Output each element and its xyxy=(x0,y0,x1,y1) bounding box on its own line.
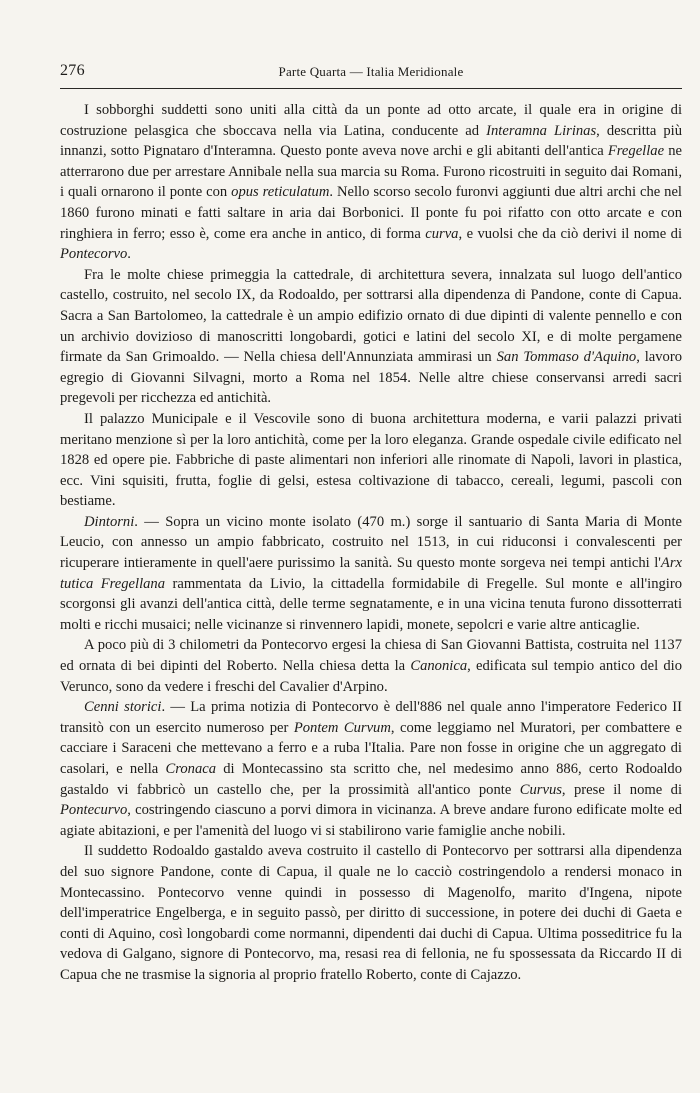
paragraph-cenni-storici xyxy=(60,697,682,841)
italic-term: Cronaca xyxy=(165,761,217,777)
text-run: , e vuolsi che da ciò derivi il nome di xyxy=(458,225,683,242)
italic-term: Dintorni xyxy=(84,513,135,530)
italic-term: Pontem Curvum xyxy=(293,719,391,736)
italic-term: Canonica xyxy=(410,658,468,675)
text-run: . — Sopra un vicino monte isolato (470 m.) sorge il santuario di Santa Maria di Monte Leucio, con annesso un ampio fabbricato, costruito nel 1513, in cui riduconsi i convalescenti per ricuperare intieramente in quell'aere purissimo la sanità. Su questo monte sorgeva nei tempi antichi l' xyxy=(60,513,682,572)
text-run: , descritta più innanzi, sotto Pignataro d'Interamna. Questo ponte aveva nove archi e gli abitanti dell'antica xyxy=(60,122,682,160)
text-run: , come leggiamo nel Muratori, per combattere e cacciare i Saraceni che mettevano a ferro e a ruba l'Italia. Pare non fosse in origine che un aggregato di casolari, e nella xyxy=(60,719,682,777)
page-header xyxy=(60,60,682,86)
running-title: Parte Quarta — Italia Meridionale xyxy=(278,64,464,79)
text-run: , prese il nome di xyxy=(561,781,682,798)
header-rule xyxy=(60,88,682,89)
paragraph-rodoaldo xyxy=(60,841,682,985)
paragraph-bridge xyxy=(60,100,682,265)
paragraph-dintorni xyxy=(60,512,682,636)
text-run: , lavoro egregio di Giovanni Silvagni, morto a Roma nel 1854. Nelle altre chiese conservansi arredi sacri pregevoli per ricchezza ed antichità. xyxy=(60,349,682,407)
text-run: . Nello scorso secolo furonvi aggiunti due altri archi che nel 1860 furono minati e fatti saltare in aria dai Borbonici. Il ponte fu poi rifatto con otto arcate e con ringhiera in ferro; esso è, come era anche in antico, di forma xyxy=(60,184,682,242)
text-run: . xyxy=(127,246,131,263)
italic-term: Curvus xyxy=(519,781,562,798)
italic-term: Cenni storici xyxy=(84,699,162,716)
body-text xyxy=(60,100,682,986)
paragraph-churches xyxy=(60,265,682,409)
text-run: . — La prima notizia di Pontecorvo è dell'886 nel quale anno l'imperatore Federico II transitò con un esercito numeroso per xyxy=(60,699,682,736)
text-run: I sobborghi suddetti sono uniti alla città da un ponte ad otto arcate, il quale era in origine di costruzione pelasgica che sboccava nella via Latina, conducente ad xyxy=(60,102,682,139)
text-run: Fra le molte chiese primeggia la cattedrale, di architettura severa, innalzata sul luogo dell'antico castello, costruito, nel secolo IX, da Rodoaldo, per sottrarsi alla dipendenza di Pandone, conte di Capua. Sacra a San Bartolomeo, la cattedrale è un ampio edifizio ornato di due dipinti di valente pennello e con un archivio dovizioso di manoscritti longobardi, gotici e latini del secolo XI, e di molte pergamene firmate da San Grimoaldo. — Nella chiesa dell'Annunziata ammirasi un xyxy=(60,266,682,366)
text-run: Il suddetto Rodoaldo gastaldo aveva costruito il castello di Pontecorvo per sottrarsi alla dipendenza del suo signore Pandone, conte di Capua, il quale ne lo cacciò costringendolo a rendersi monaco in Montecassino. Pontecorvo venne quindi in possesso di Magenolfo, marito d'Ingena, nipote dell'imperatrice Engelberga, e in seguito passò, per diritto di successione, in potere dei duchi di Gaeta e conti di Aquino, così longobardi come normanni, dipendenti dai duchi di Capua. Ultima posseditrice fu la vedova di Galgano, signore di Pontecorvo, ma, resasi rea di fellonia, ne fu spossessata da Riccardo II di Capua che ne trasmise la signoria al proprio fratello Roberto, conte di Cajazzo. xyxy=(60,843,682,983)
text-run: A poco più di 3 chilometri da Pontecorvo ergesi la chiesa di San Giovanni Battista, costruita nel 1137 ed ornata di bei dipinti del Roberto. Nella chiesa detta la xyxy=(60,637,682,675)
text-run: , costringendo ciascuno a porvi dimora in vicinanza. A breve andare furono edificate molte ed agiate abitazioni, e per l'amenità del luogo vi si stabilirono varie famiglie anche nobili. xyxy=(60,802,682,839)
paragraph-san-giovanni xyxy=(60,635,682,697)
italic-term: curva xyxy=(425,225,459,242)
italic-term: San Tommaso d'Aquino xyxy=(496,349,637,366)
text-run: Il palazzo Municipale e il Vescovile sono di buona architettura moderna, e varii palazzi privati meritano menzione sì per la loro antichità, come per la loro eleganza. Grande ospedale civile edificato nel 1828 ed opere pie. Fabbriche di paste alimentari non inferiori alle rinomate di Napoli, lavori in plastica, ecc. Vini squisiti, frutta, foglie di gelsi, estesa coltivazione di tabacco, cereali, legumi, pascoli con bestiame. xyxy=(60,410,682,510)
paragraph-palaces xyxy=(60,409,682,512)
italic-term: Pontecurvo xyxy=(60,802,128,819)
italic-term: opus reticulatum xyxy=(231,184,330,201)
page-number: 276 xyxy=(60,62,85,79)
text-run: di Montecassino sta scritto che, nel medesimo anno 886, certo Rodoaldo gastaldo vi fabbricò un castello che, per la prossimità all'antico ponte xyxy=(60,761,682,798)
italic-term: Arx tutica Fregellana xyxy=(60,555,682,592)
text-run: , edificata sul tempio antico del dio Verunco, sono da vedere i freschi del Cavalier d'Arpino. xyxy=(60,658,682,695)
italic-term: Interamna Lirinas xyxy=(486,122,597,139)
text-run: ne atterrarono due per arrestare Annibale nella sua marcia su Roma. Furono ricostruiti in seguito dai Romani, i quali ornarono il ponte con xyxy=(60,143,682,201)
text-run: rammentata da Livio, la cittadella formidabile di Fregelle. Sul monte e all'ingiro scorgonsi gli avanzi dell'antica città, delle terme segnatamente, e in una vicina tenuta furono dissotterrati molti e ricchi musaici; nelle vicinanze si rinvennero lapidi, monete, sepolcri e varie altre anticaglie. xyxy=(60,575,682,633)
italic-term: Pontecorvo xyxy=(60,246,128,263)
italic-term: Fregellae xyxy=(607,143,665,160)
